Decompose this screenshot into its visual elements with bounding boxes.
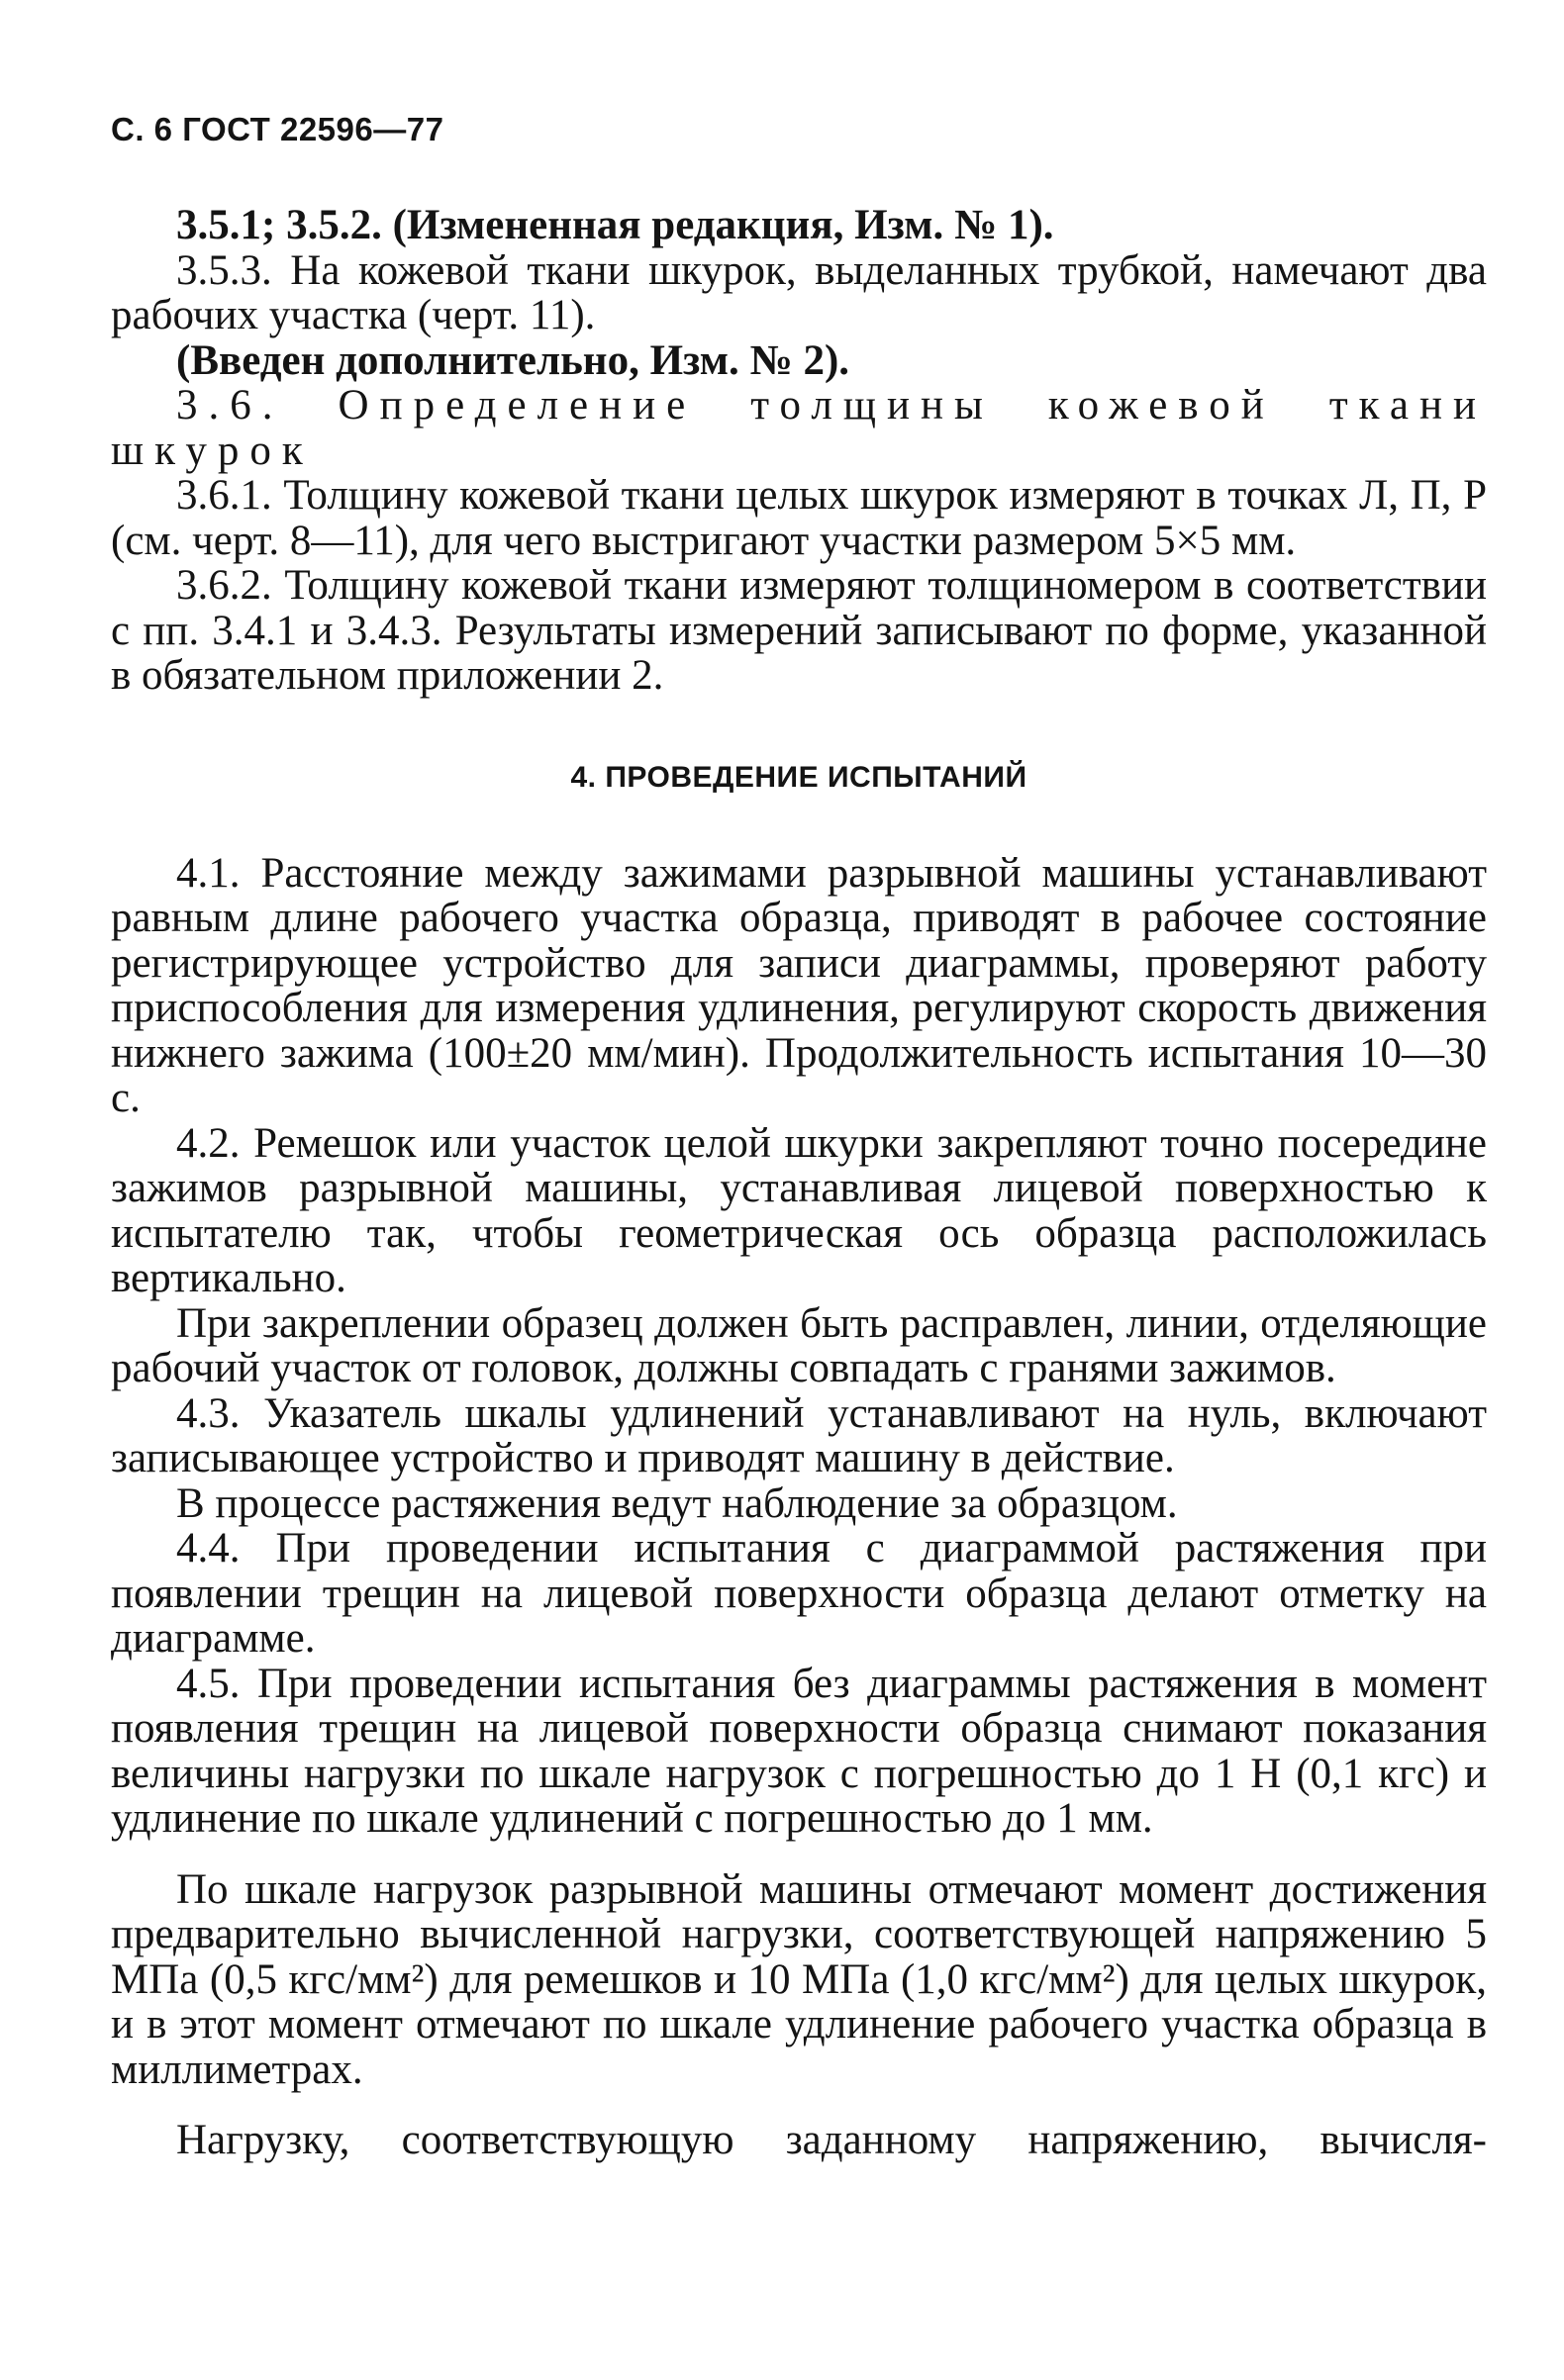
paragraph-4-3: 4.3. Указатель шкалы удлинений устанавливают на нуль, включают записывающее устройство и приводят машину в действие. — [111, 1389, 1487, 1481]
section-3-6-heading: 3.6. Определение толщины кожевой ткани шкурок — [111, 382, 1487, 474]
paragraph-3-5-3: 3.5.3. На кожевой ткани шкурок, выделанных трубкой, намечают два рабочих участка (черт. 11). — [111, 246, 1487, 338]
page-header: С. 6 ГОСТ 22596—77 — [111, 111, 444, 147]
paragraph-4-3-continued: В процессе растяжения ведут наблюдение за образцом. — [176, 1479, 1178, 1527]
paragraph-4-2-continued: При закреплении образец должен быть расправлен, линии, отделяющие рабочий участок от головок, должны совпадать с гранями зажимов. — [111, 1299, 1487, 1391]
paragraph-3-5-3-note: (Введен дополнительно, Изм. № 2). — [176, 336, 850, 384]
paragraph-4-5-continued: По шкале нагрузок разрывной машины отмечают момент достижения предварительно вычисленной нагрузки, соответствующей напряжению 5 МПа (0,5 кгс/мм²) для ремешков и 10 МПа (1,0 кгс/мм²) для целых шкурок, и в этот момент отмечают по шкале удлинение рабочего участка образца в миллиметрах. — [111, 1865, 1487, 2093]
paragraph-4-2: 4.2. Ремешок или участок целой шкурки закрепляют точно посередине зажимов разрывной машины, устанавливая лицевой поверхностью к испытателю так, чтобы геометрическая ось образца расположилась вертикально. — [111, 1119, 1487, 1301]
paragraph-3-6-1: 3.6.1. Толщину кожевой ткани целых шкурок измеряют в точках Л, П, Р (см. черт. 8—11), для чего выстригают участки размером 5×5 мм. — [111, 472, 1487, 564]
section-4-title: 4. ПРОВЕДЕНИЕ ИСПЫТАНИЙ — [570, 760, 1027, 794]
paragraph-3-6-2: 3.6.2. Толщину кожевой ткани измеряют толщиномером в соответствии с пп. 3.4.1 и 3.4.3. Результаты измерений записывают по форме, указанной в обязательном приложении 2. — [111, 562, 1487, 699]
paragraph-4-1: 4.1. Расстояние между зажимами разрывной машины устанавливают равным длине рабочего участка образца, приводят в рабочее состояние регистрирующее устройство для записи диаграммы, проверяют работу приспособления для измерения удлинения, регулируют скорость движения нижнего зажима (100±20 мм/мин). Продолжительность испытания 10—30 с. — [111, 849, 1487, 1121]
paragraph-4-4: 4.4. При проведении испытания с диаграммой растяжения при появлении трещин на лицевой поверхности образца делают отметку на диаграмме. — [111, 1525, 1487, 1662]
paragraph-3-5-1: 3.5.1; 3.5.2. (Измененная редакция, Изм. № 1). — [176, 202, 1054, 248]
paragraph-4-5-final: Нагрузку, соответствующую заданному напряжению, вычисля- — [176, 2117, 1487, 2163]
document-body — [111, 203, 1487, 2163]
paragraph-4-5: 4.5. При проведении испытания без диаграммы растяжения в момент появления трещин на лицевой поверхности образца снимают показания величины нагрузки по шкале нагрузок с погрешностью до 1 Н (0,1 кгс) и удлинение по шкале удлинений с погрешностью до 1 мм. — [111, 1660, 1487, 1842]
